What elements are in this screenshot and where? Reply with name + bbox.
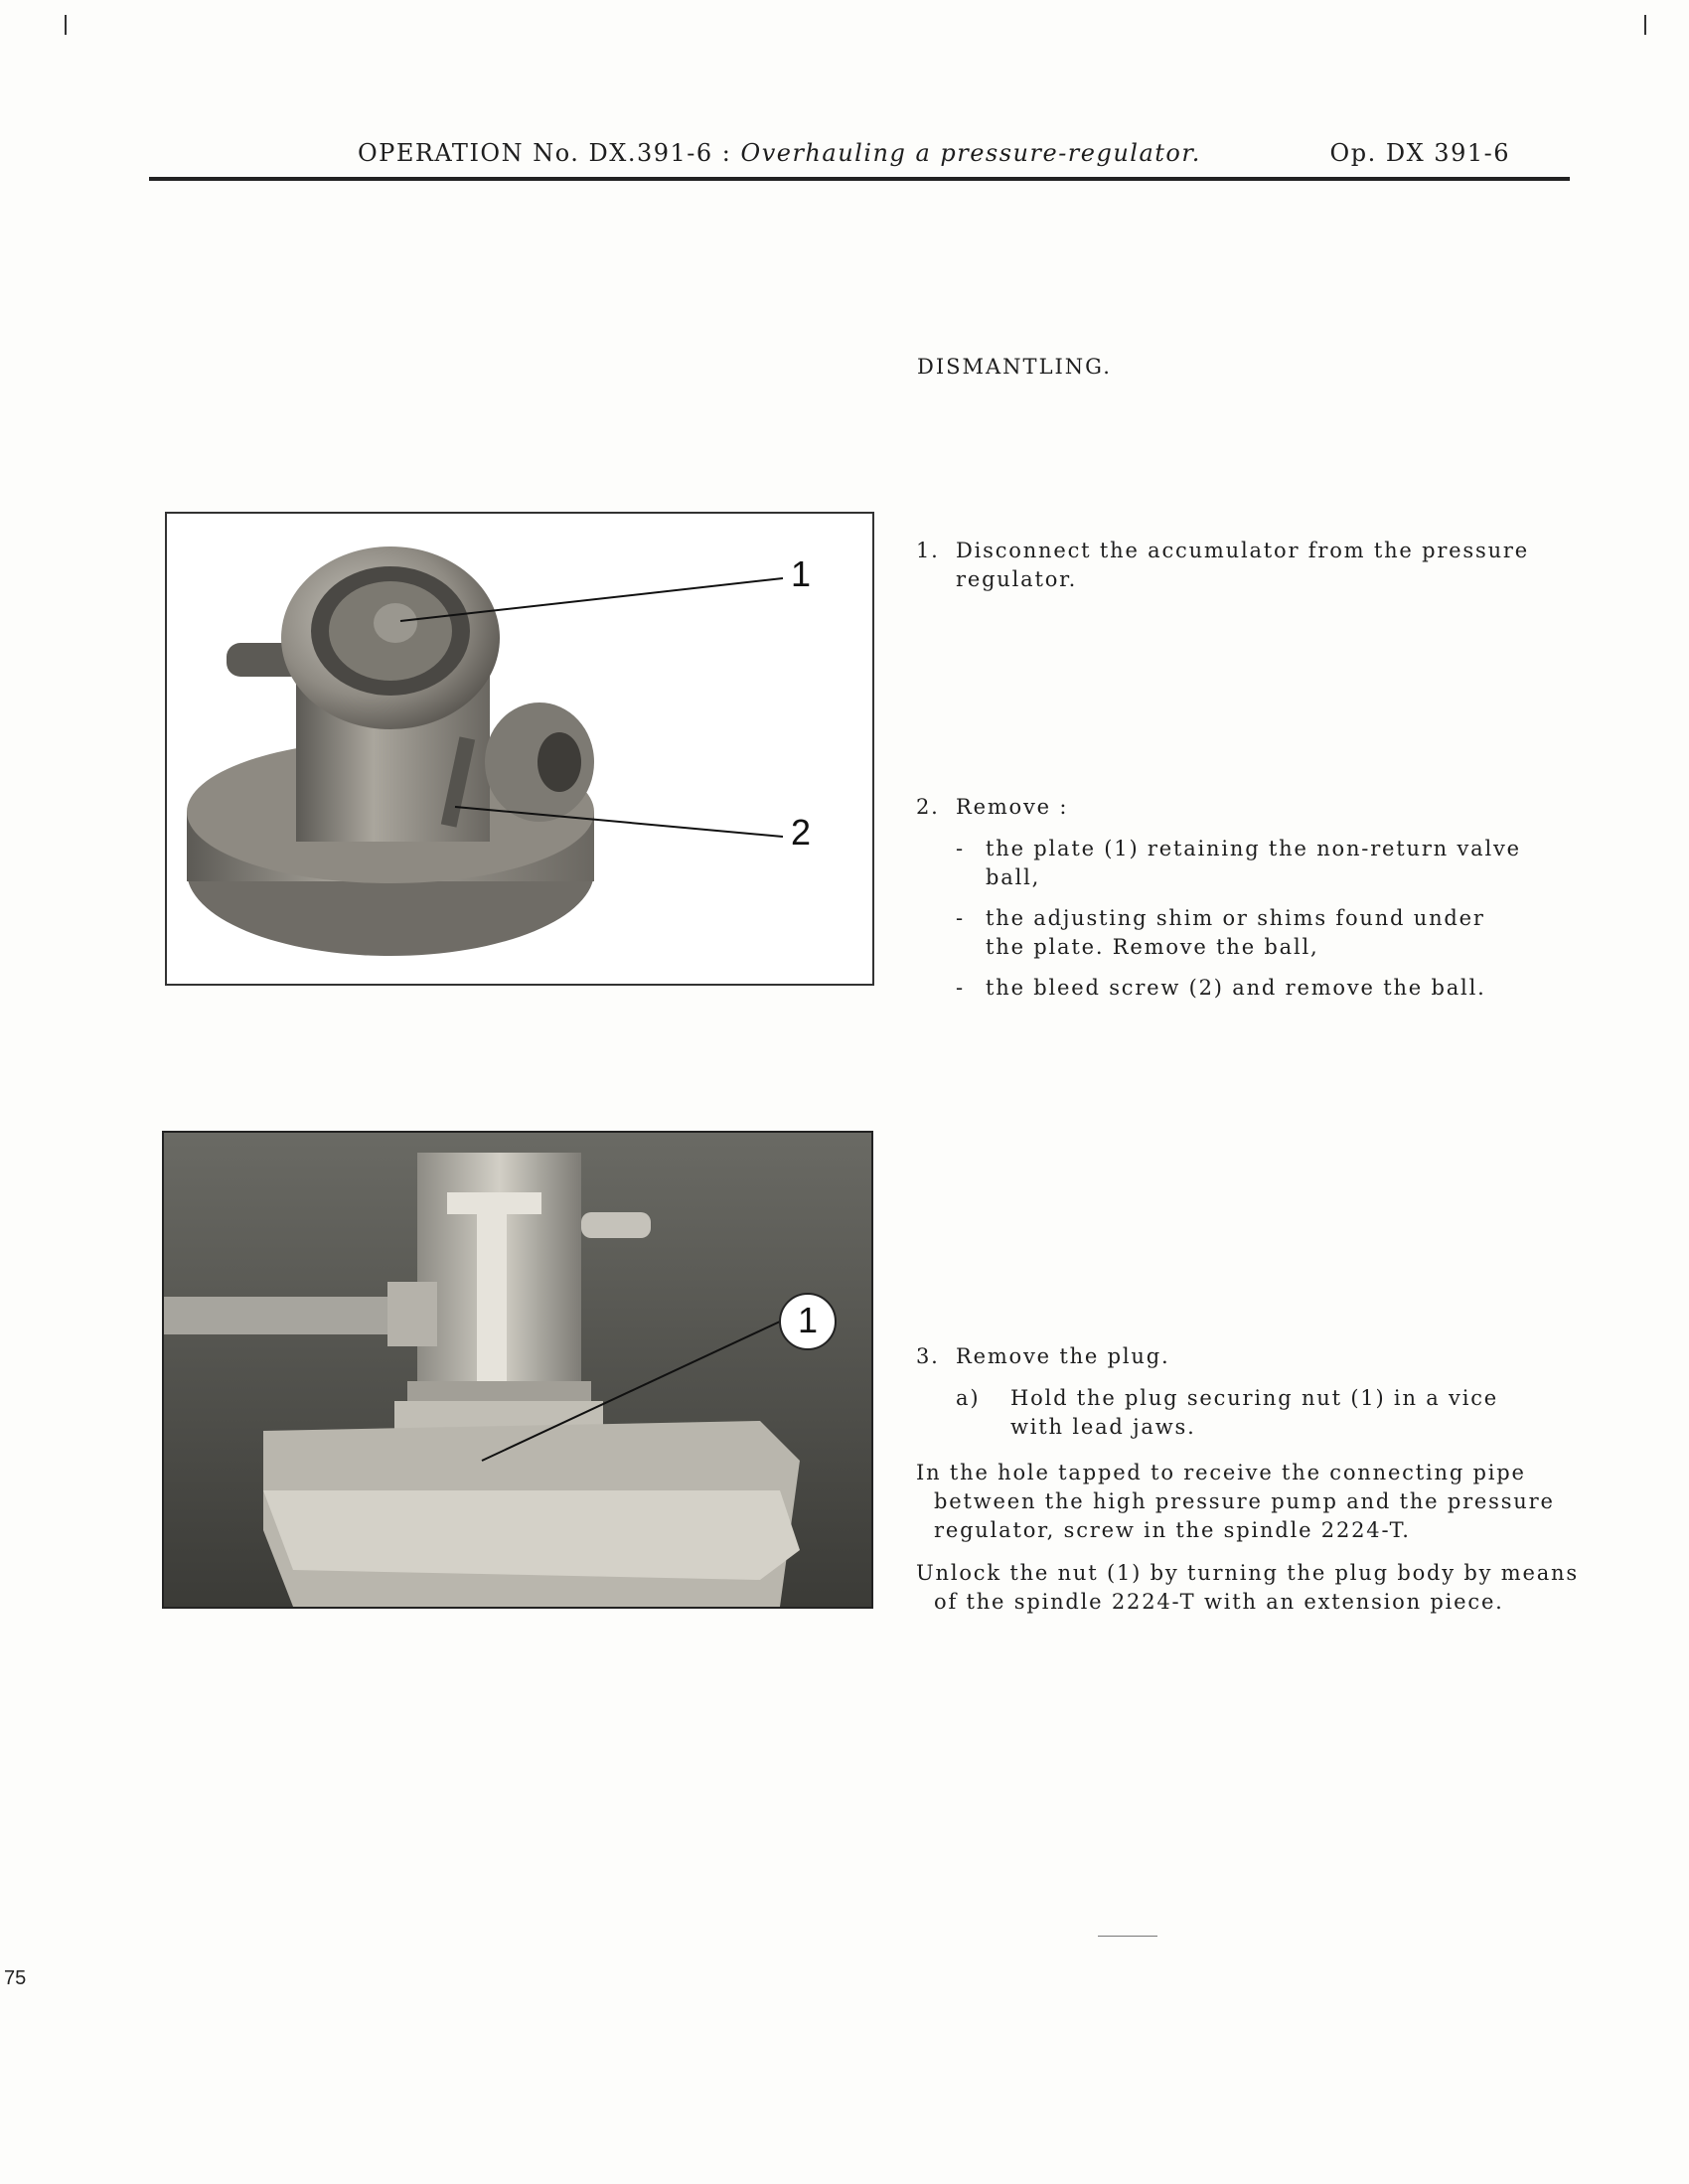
regulator-top-photo [167,514,872,984]
regulator-vice-photo [164,1133,871,1607]
bullet-line: the adjusting shim or shims found under [986,906,1485,930]
bullet-line: the plate (1) retaining the non-return valve [986,837,1521,860]
callout-2: 2 [791,812,812,853]
callout-1: 1 [791,553,812,594]
paragraph-spindle [916,1459,1612,1545]
stray-mark [1098,1936,1157,1937]
para-line: In the hole tapped to receive the connecting pipe [916,1461,1526,1484]
para-line: regulator, screw in the spindle 2224-T. [934,1518,1411,1542]
scan-mark-left [65,15,67,35]
step-2-intro: Remove : [956,795,1069,819]
figure-regulator-top [165,512,874,986]
step-2-bullet: - the adjusting shim or shims found under the plate. Remove the ball, [956,904,1521,962]
para-line: of the spindle 2224-T with an extension piece. [934,1590,1504,1614]
step-2-number: 2. [916,795,940,819]
operation-number: OPERATION No. DX.391-6 : [358,139,732,167]
header-rule [149,177,1570,181]
bullet-line: ball, [986,865,1041,889]
header-operation-title [358,139,1201,167]
paragraph-unlock [916,1559,1631,1617]
step-2-bullet: - the bleed screw (2) and remove the ball. [956,974,1521,1003]
step-1-line: Disconnect the accumulator from the pressure [956,539,1529,562]
bullet-line: the bleed screw (2) and remove the ball. [986,976,1486,1000]
step-2-bullet: - the plate (1) retaining the non-return valve ball, [956,835,1521,892]
operation-title: Overhauling a pressure-regulator. [740,139,1201,167]
step-2 [916,793,1592,1003]
figure-regulator-in-vice [162,1131,873,1609]
page-header [149,139,1570,184]
para-line: Unlock the nut (1) by turning the plug body by means [916,1561,1579,1585]
step-1-number: 1. [916,539,940,562]
step-1 [916,537,1592,594]
step-1-line: regulator. [956,567,1078,591]
step-3-sub-label: a) [956,1386,981,1410]
section-heading: DISMANTLING. [917,355,1112,379]
step-3 [916,1342,1592,1442]
sub-line: Hold the plug securing nut (1) in a vice [1010,1386,1499,1410]
scan-mark-right [1644,15,1646,35]
bullet-line: the plate. Remove the ball, [986,935,1319,959]
operation-ref: Op. DX 391-6 [1329,139,1510,167]
page-number: 75 [4,1967,27,1989]
step-3-intro: Remove the plug. [956,1344,1170,1368]
callout-1-vice: 1 [798,1300,819,1340]
step-3-number: 3. [916,1344,940,1368]
step-3-sub [956,1384,1498,1442]
para-line: between the high pressure pump and the pressure [934,1489,1555,1513]
sub-line: with lead jaws. [1010,1415,1196,1439]
